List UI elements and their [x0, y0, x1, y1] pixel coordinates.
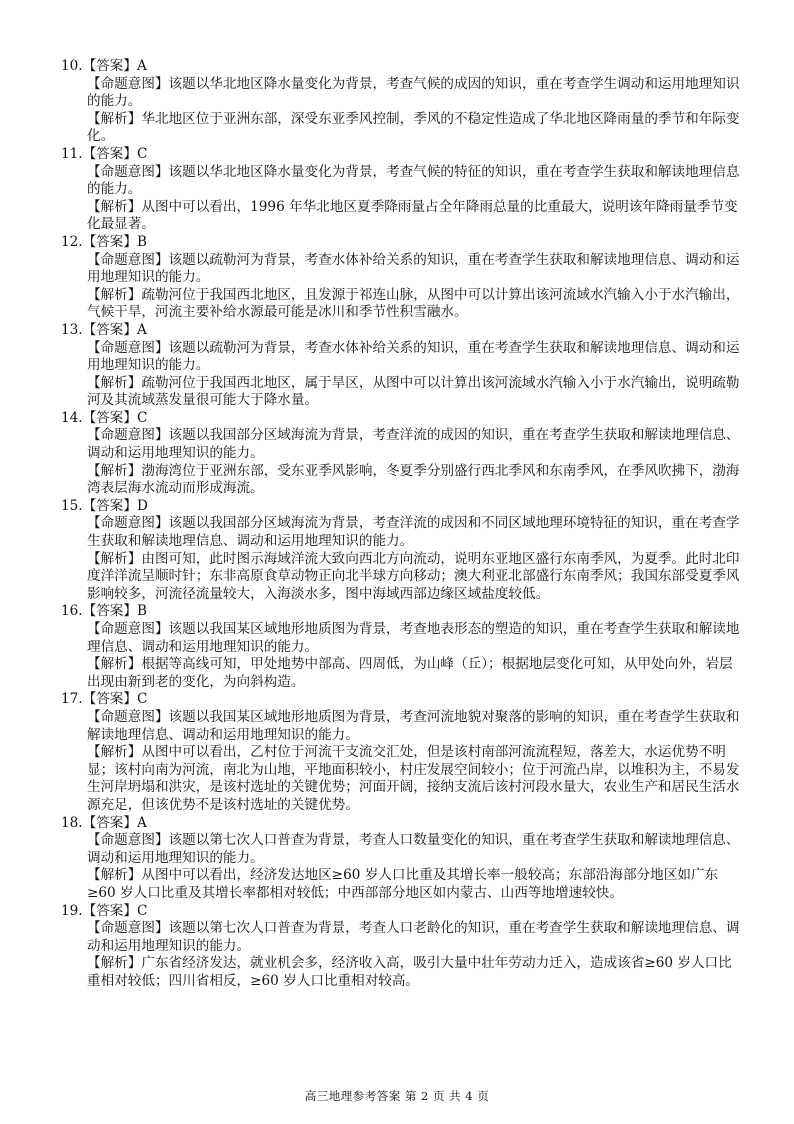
question-number: 12. [61, 233, 83, 250]
question-number: 11. [61, 145, 83, 162]
analysis-text: 【解析】渤海湾位于亚洲东部，受东亚季风影响，冬夏季分别盛行西北季风和东南季风，在季风吹拂下，渤海湾表层海水流动而形成海流。 [87, 462, 740, 497]
analysis-text: 【解析】从图中可以看出，乙村位于河流干支流交汇处，但是该村南部河流流程短，落差大，水运优势不明显；该村向南为河流，南北为山地，平地面积较小，村庄发展空间较小；位于河流凸岸，以堆积为主，不易发生河岸坍塌和洪灾，是该村选址的关键优势；河面开阔，接纳支流后该村河段水量大，农业生产和居民生活水源充足，但该优势不是该村选址的关键优势。 [87, 744, 740, 813]
question-15 [61, 498, 741, 604]
answer-line: 【答案】A [82, 814, 147, 831]
question-18 [61, 815, 741, 903]
question-10 [61, 58, 741, 146]
intent-text: 【命题意图】该题以第七次人口普查为背景，考查人口数量变化的知识，重在考查学生获取和解读地理信息、调动和运用地理知识的能力。 [87, 832, 740, 866]
answer-line: 【答案】C [82, 691, 148, 708]
answers-body [61, 58, 741, 990]
analysis-text: 【解析】从图中可以看出，1996 年华北地区夏季降雨量占全年降雨总量的比重最大，说明该年降雨量季节变化最显著。 [87, 198, 738, 233]
intent-text: 【命题意图】该题以疏勒河为背景，考查水体补给关系的知识，重在考查学生获取和解读地理信息、调动和运用地理知识的能力。 [87, 251, 740, 286]
analysis-text: 【解析】疏勒河位于我国西北地区，属于旱区，从图中可以计算出该河流域水汽输入小于水汽输出，说明疏勒河及其流域蒸发量很可能大于降水量。 [87, 374, 740, 409]
question-19 [61, 903, 741, 991]
question-17 [61, 691, 741, 814]
intent-text: 【命题意图】该题以我国部分区域海流为背景，考查洋流的成因和不同区域地理环境特征的知识，重在考查学生获取和解读地理信息、调动和运用地理知识的能力。 [87, 515, 740, 550]
intent-text: 【命题意图】该题以我国部分区域海流为背景，考查洋流的成因的知识，重在考查学生获取和解读地理信息、调动和运用地理知识的能力。 [87, 427, 740, 462]
question-number: 15. [61, 497, 83, 514]
intent-text: 【命题意图】该题以我国某区域地形地质图为背景，考查河流地貌对聚落的影响的知识，重在考查学生获取和解读地理信息、调动和运用地理知识的能力。 [87, 708, 740, 743]
intent-text: 【命题意图】该题以疏勒河为背景，考查水体补给关系的知识，重在考查学生获取和解读地理信息、调动和运用地理知识的能力。 [87, 339, 740, 374]
page-footer: 高三地理参考答案 第 2 页 共 4 页 [304, 1089, 490, 1103]
question-number: 17. [61, 691, 83, 708]
intent-text: 【命题意图】该题以第七次人口普查为背景，考查人口老龄化的知识，重在考查学生获取和解读地理信息、调动和运用地理知识的能力。 [87, 920, 740, 954]
question-number: 16. [61, 603, 83, 620]
answer-line: 【答案】A [82, 321, 147, 338]
answer-line: 【答案】A [82, 58, 147, 74]
intent-text: 【命题意图】该题以华北地区降水量变化为背景，考查气候的特征的知识，重在考查学生获取和解读地理信息的能力。 [87, 163, 740, 198]
answer-line: 【答案】C [82, 409, 148, 426]
answer-line: 【答案】B [82, 233, 147, 250]
question-number: 10. [61, 58, 83, 74]
question-12 [61, 234, 741, 322]
answer-line: 【答案】C [82, 902, 148, 919]
question-14 [61, 410, 741, 498]
answer-line: 【答案】D [82, 497, 148, 514]
question-16 [61, 603, 741, 691]
intent-text: 【命题意图】该题以华北地区降水量变化为背景，考查气候的成因的知识，重在考查学生调动和运用地理知识的能力。 [87, 75, 740, 110]
question-11 [61, 146, 741, 234]
analysis-text: 【解析】疏勒河位于我国西北地区，且发源于祁连山脉，从图中可以计算出该河流域水汽输入小于水汽输出，气候干旱，河流主要补给水源最可能是冰川和季节性积雪融水。 [87, 286, 740, 321]
question-number: 14. [61, 409, 83, 426]
intent-text: 【命题意图】该题以我国某区域地形地质图为背景，考查地表形态的塑造的知识，重在考查学生获取和解读地理信息、调动和运用地理知识的能力。 [87, 621, 740, 655]
analysis-text: 【解析】从图中可以看出，经济发达地区≥60 岁人口比重及其增长率一般较高；东部沿海部分地区如广东≥60 岁人口比重及其增长率都相对较低；中西部部分地区如内蒙古、山西等地增速较快。 [87, 867, 719, 901]
question-13 [61, 322, 741, 410]
answer-line: 【答案】B [82, 603, 147, 620]
question-number: 19. [61, 902, 83, 919]
analysis-text: 【解析】华北地区位于亚洲东部，深受东亚季风控制，季风的不稳定性造成了华北地区降雨量的季节和年际变化。 [87, 110, 740, 145]
analysis-text: 【解析】根据等高线可知，甲处地势中部高、四周低，为山峰（丘）；根据地层变化可知，从甲处向外，岩层出现由新到老的变化，为向斜构造。 [87, 656, 733, 690]
analysis-text: 【解析】由图可知，此时图示海域洋流大致向西北方向流动，说明东亚地区盛行东南季风，为夏季。此时北印度洋洋流呈顺时针；东非高原食草动物正向北半球方向移动；澳大利亚北部盛行东南季风；我国东部受夏季风影响较多，河流径流量较大，入海淡水多，图中海域西部边缘区域盐度较低。 [87, 550, 740, 602]
answer-line: 【答案】C [82, 145, 148, 162]
question-number: 18. [61, 814, 83, 831]
analysis-text: 【解析】广东省经济发达，就业机会多，经济收入高，吸引大量中壮年劳动力迁入，造成该省≥60 岁人口比重相对较低；四川省相反，≥60 岁人口比重相对较高。 [87, 955, 732, 989]
question-number: 13. [61, 321, 83, 338]
